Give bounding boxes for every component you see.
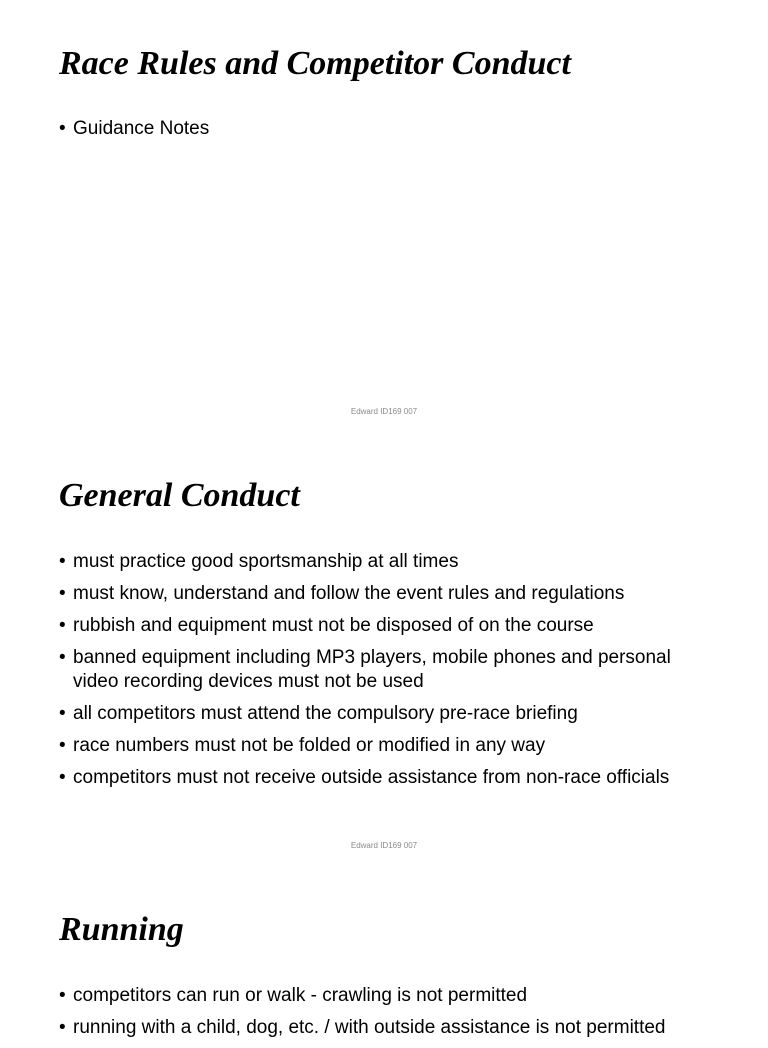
- list-item: [59, 550, 699, 574]
- bullet-icon: •: [59, 551, 66, 572]
- bullet-text: running with a child, dog, etc. / with outside assistance is not permitted: [73, 1017, 666, 1038]
- slide-title: Race Rules and Competitor Conduct: [59, 45, 571, 82]
- list-item: [59, 984, 699, 1008]
- bullet-icon: •: [59, 583, 66, 604]
- list-item: [59, 766, 699, 790]
- bullet-text: Guidance Notes: [73, 118, 210, 139]
- bullet-icon: •: [59, 1017, 66, 1038]
- bullet-icon: •: [59, 985, 66, 1006]
- list-item: [59, 614, 699, 638]
- bullet-icon: •: [59, 118, 66, 139]
- slide-running: [0, 864, 768, 1038]
- bullet-text: all competitors must attend the compulsory pre-race briefing: [73, 703, 578, 724]
- list-item: [59, 117, 699, 141]
- bullet-icon: •: [59, 767, 66, 788]
- bullet-text: race numbers must not be folded or modified in any way: [73, 735, 546, 756]
- list-item: [59, 646, 699, 694]
- bullet-icon: •: [59, 647, 66, 668]
- slide-title: Running: [59, 911, 184, 948]
- slide-footer: Edward ID169 007: [350, 841, 418, 850]
- bullet-text: rubbish and equipment must not be disposed of on the course: [73, 615, 594, 636]
- bullet-icon: •: [59, 735, 66, 756]
- bullet-icon: •: [59, 615, 66, 636]
- bullet-text: must know, understand and follow the event rules and regulations: [73, 583, 625, 604]
- list-item: [59, 1016, 699, 1040]
- bullet-text: competitors must not receive outside assistance from non-race officials: [73, 767, 670, 788]
- bullet-list: [59, 117, 699, 149]
- bullet-list: [59, 550, 699, 798]
- list-item: [59, 582, 699, 606]
- slide-footer: Edward ID169 007: [350, 407, 418, 416]
- slide-general-conduct: [0, 432, 768, 864]
- bullet-list: [59, 984, 699, 1048]
- slide-title: General Conduct: [59, 477, 300, 514]
- list-item: [59, 734, 699, 758]
- bullet-text: competitors can run or walk - crawling is not permitted: [73, 985, 528, 1006]
- bullet-text: must practice good sportsmanship at all times: [73, 551, 459, 572]
- bullet-icon: •: [59, 703, 66, 724]
- list-item: [59, 702, 699, 726]
- slide-race-rules: [0, 0, 768, 432]
- bullet-text: banned equipment including MP3 players, mobile phones and personal video recording devices must not be used: [73, 647, 671, 692]
